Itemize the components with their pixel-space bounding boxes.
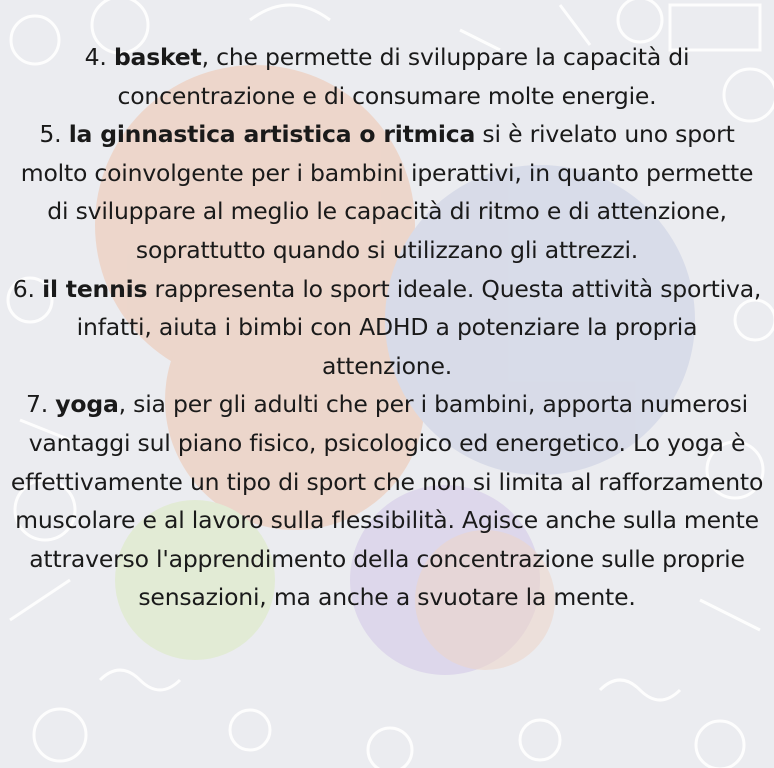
paragraph-text: si è rivelato uno sport molto coinvolgente per i bambini iperattivi, in quanto permette di sviluppare al meglio le capacità di ritmo e di attenzione, soprattutto quando si utilizzano gli attrezzi. [20,120,754,264]
paragraph-yoga [10,385,764,617]
paragraph-text: , che permette di sviluppare la capacità di concentrazione e di consumare molte energie. [117,43,690,110]
sport-name: la ginnastica artistica o ritmica [68,120,476,149]
sport-name: basket [113,43,202,71]
paragraph-tennis [10,270,764,386]
sport-name: yoga [55,390,119,419]
paragraph-basket [10,38,764,115]
item-number: 5. [39,120,69,149]
paragraph-text: , sia per gli adulti che per i bambini, apporta numerosi vantaggi sul piano fisico, psicologico ed energetico. Lo yoga è effettivamente un tipo di sport che non si limita al rafforzamento muscolare e al lavoro sulla flessibilità. Agisce anche sulla mente attraverso l'apprendimento della concentrazione sulle proprie sensazioni, ma anche a svuotare la mente. [10,390,764,612]
item-number: 4. [84,43,114,71]
item-number: 7. [26,390,56,419]
text-content [10,38,764,617]
paragraph-ginnastica [10,115,764,269]
sport-name: il tennis [42,274,148,303]
item-number: 6. [12,274,43,303]
paragraph-text: rappresenta lo sport ideale. Questa attività sportiva, infatti, aiuta i bimbi con ADHD a potenziare la propria attenzione. [76,274,762,380]
